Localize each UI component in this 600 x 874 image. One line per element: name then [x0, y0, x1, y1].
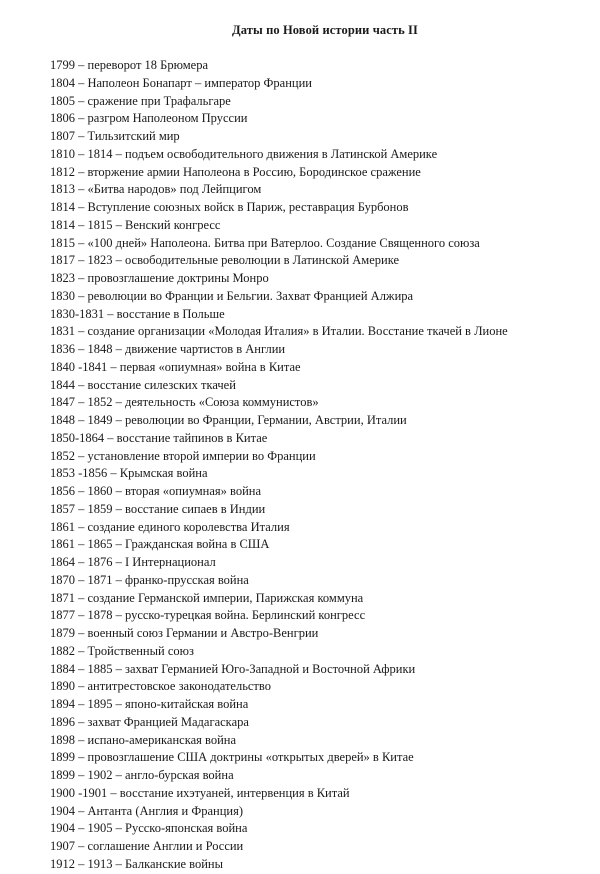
- date-entry: [50, 128, 590, 146]
- entry-separator: –: [75, 839, 88, 853]
- entry-event: I Интернационал: [125, 555, 216, 569]
- entry-event: провозглашение доктрины Монро: [87, 271, 269, 285]
- date-entry: [50, 181, 590, 199]
- entry-date: 1877 – 1878: [50, 608, 113, 623]
- date-entry: [50, 607, 590, 625]
- entry-event: Гражданская война в США: [125, 537, 270, 552]
- date-entry: [50, 501, 590, 519]
- date-entry: [50, 217, 590, 235]
- entry-separator: –: [112, 146, 125, 161]
- entry-date: 1912 – 1913: [50, 856, 113, 871]
- entry-event: создание организации «Молодая Италия» в Италии. Восстание ткачей в Лионе: [87, 324, 508, 339]
- entry-date: 1823: [50, 271, 75, 285]
- entry-event: Антанта (Англия и Франция): [87, 803, 243, 818]
- entry-date: 1830-1831: [50, 306, 105, 321]
- entry-event: сражение при Трафальгаре: [87, 93, 231, 108]
- entry-separator: –: [107, 785, 120, 800]
- date-entry: [50, 270, 590, 288]
- entry-date: 1813: [50, 182, 75, 197]
- entry-event: Крымская война: [119, 466, 208, 481]
- entry-date: 1864 – 1876: [50, 555, 113, 569]
- entry-separator: –: [75, 58, 88, 72]
- entry-separator: –: [75, 111, 88, 126]
- entry-date: 1904: [50, 803, 75, 818]
- entry-separator: –: [112, 395, 125, 410]
- entry-date: 1894 – 1895: [50, 697, 113, 711]
- date-entry: [50, 235, 590, 253]
- entry-date: 1896: [50, 714, 75, 729]
- entry-event: Наполеон Бонапарт – император Франции: [87, 75, 312, 90]
- entry-event: восстание ихэтуаней, интервенция в Китай: [119, 785, 350, 800]
- entry-event: Тройственный союз: [87, 643, 194, 658]
- entry-event: движение чартистов в Англии: [125, 342, 286, 356]
- date-entry: [50, 483, 590, 501]
- entry-date: 1799: [50, 58, 75, 72]
- entry-event: восстание в Польше: [116, 306, 225, 321]
- entry-separator: –: [112, 413, 125, 427]
- entry-date: 1812: [50, 164, 75, 179]
- entry-date: 1861 – 1865: [50, 537, 113, 552]
- entry-event: Вступление союзных войск в Париж, реставрация Бурбонов: [87, 200, 409, 214]
- entry-date: 1804: [50, 75, 75, 90]
- entry-event: захват Германией Юго-Западной и Восточной Африки: [125, 661, 416, 676]
- entry-date: 1848 – 1849: [50, 413, 113, 427]
- entry-date: 1810 – 1814: [50, 146, 113, 161]
- entry-event: подъем освободительного движения в Латинской Америке: [125, 146, 438, 161]
- date-entry: [50, 394, 590, 412]
- entry-separator: –: [75, 377, 88, 392]
- entry-date: 1807: [50, 129, 75, 143]
- entry-event: Тильзитский мир: [87, 129, 180, 143]
- entry-event: переворот 18 Брюмера: [87, 58, 209, 72]
- entry-separator: –: [107, 359, 120, 374]
- entry-date: 1853 -1856: [50, 466, 108, 481]
- entry-separator: –: [75, 714, 88, 729]
- date-entry: [50, 323, 590, 341]
- entry-date: 1844: [50, 377, 75, 392]
- entry-separator: –: [75, 590, 88, 605]
- entry-event: восстание силезских ткачей: [87, 377, 236, 392]
- entry-separator: –: [112, 555, 125, 569]
- entry-event: революции во Франции и Бельгии. Захват Францией Алжира: [87, 288, 414, 303]
- entry-date: 1870 – 1871: [50, 572, 113, 587]
- entry-separator: –: [75, 750, 88, 765]
- entry-date: 1900 -1901: [50, 785, 108, 800]
- entry-separator: –: [112, 342, 125, 356]
- entry-date: 1830: [50, 288, 75, 303]
- date-entry: [50, 838, 590, 856]
- entry-separator: –: [112, 217, 125, 232]
- entry-date: 1847 – 1852: [50, 395, 113, 410]
- entry-date: 1852: [50, 448, 75, 463]
- entry-separator: –: [107, 466, 120, 481]
- entry-separator: –: [112, 856, 125, 871]
- date-entry: [50, 341, 590, 359]
- entry-separator: –: [75, 519, 88, 534]
- entry-date: 1899 – 1902: [50, 768, 113, 782]
- entry-event: Русско-японская война: [125, 821, 248, 836]
- entry-separator: –: [112, 572, 125, 587]
- date-entry: [50, 412, 590, 430]
- date-entry: [50, 767, 590, 785]
- entry-separator: –: [75, 324, 88, 339]
- date-entry: [50, 93, 590, 111]
- entry-event: освободительные революции в Латинской Америке: [125, 253, 400, 268]
- date-entry: [50, 57, 590, 75]
- entry-event: первая «опиумная» война в Китае: [119, 359, 301, 374]
- entry-separator: –: [112, 501, 125, 516]
- entry-event: революции во Франции, Германии, Австрии, Италии: [125, 413, 407, 427]
- date-entry: [50, 146, 590, 164]
- entry-date: 1815: [50, 235, 75, 250]
- entry-separator: –: [75, 200, 88, 214]
- date-entry: [50, 803, 590, 821]
- entry-separator: –: [75, 679, 88, 694]
- entry-event: деятельность «Союза коммунистов»: [125, 395, 319, 410]
- entry-event: захват Францией Мадагаскара: [87, 714, 249, 729]
- entry-date: 1817 – 1823: [50, 253, 113, 268]
- entry-date: 1831: [50, 324, 75, 339]
- entry-event: испано-американская война: [87, 732, 236, 747]
- entry-date: 1884 – 1885: [50, 661, 113, 676]
- document-title: Даты по Новой истории часть II: [232, 23, 418, 37]
- entry-date: 1861: [50, 519, 75, 534]
- entry-event: русско-турецкая война. Берлинский конгресс: [125, 608, 366, 623]
- date-entry: [50, 749, 590, 767]
- entry-event: Балканские войны: [125, 856, 224, 871]
- date-entry: [50, 590, 590, 608]
- entry-date: 1856 – 1860: [50, 484, 113, 498]
- entry-event: разгром Наполеоном Пруссии: [87, 111, 248, 126]
- entry-event: военный союз Германии и Австро-Венгрии: [87, 626, 319, 640]
- date-entry: [50, 696, 590, 714]
- entry-separator: –: [75, 643, 88, 658]
- date-entry: [50, 448, 590, 466]
- entry-event: англо-бурская война: [125, 768, 234, 782]
- entry-date: 1840 -1841: [50, 359, 108, 374]
- entry-date: 1806: [50, 111, 75, 126]
- date-entry: [50, 661, 590, 679]
- date-entry: [50, 732, 590, 750]
- entry-separator: –: [75, 164, 88, 179]
- entry-date: 1882: [50, 643, 75, 658]
- entry-event: японо-китайская война: [125, 697, 249, 711]
- entry-event: вторая «опиумная» война: [125, 484, 262, 498]
- date-entry: [50, 306, 590, 324]
- date-entry: [50, 359, 590, 377]
- entry-date: 1836 – 1848: [50, 342, 113, 356]
- entry-separator: –: [112, 608, 125, 623]
- entry-separator: –: [104, 306, 117, 321]
- date-entry: [50, 820, 590, 838]
- entry-event: «100 дней» Наполеона. Битва при Ватерлоо. Создание Священного союза: [87, 235, 480, 250]
- entry-separator: –: [75, 93, 88, 108]
- entry-separator: –: [112, 697, 125, 711]
- entry-event: вторжение армии Наполеона в Россию, Бородинское сражение: [87, 164, 421, 179]
- entry-event: соглашение Англии и России: [87, 839, 244, 853]
- date-entry: [50, 110, 590, 128]
- entry-event: восстание сипаев в Индии: [125, 501, 266, 516]
- date-entry: [50, 643, 590, 661]
- entry-separator: –: [75, 129, 88, 143]
- date-entry: [50, 572, 590, 590]
- entry-date: 1814 – 1815: [50, 217, 113, 232]
- entry-date: 1904 – 1905: [50, 821, 113, 836]
- entry-separator: –: [112, 537, 125, 552]
- entry-separator: –: [75, 732, 88, 747]
- entry-event: создание Германской империи, Парижская коммуна: [87, 590, 364, 605]
- date-entry: [50, 288, 590, 306]
- entry-date: 1871: [50, 590, 75, 605]
- entry-separator: –: [112, 661, 125, 676]
- entry-date: 1907: [50, 839, 75, 853]
- entry-separator: –: [75, 803, 88, 818]
- entry-event: восстание тайпинов в Китае: [116, 430, 268, 445]
- date-entry: [50, 465, 590, 483]
- date-entry: [50, 856, 590, 874]
- entry-date: 1814: [50, 200, 75, 214]
- entry-date: 1805: [50, 93, 75, 108]
- entry-date: 1850-1864: [50, 430, 105, 445]
- date-entry: [50, 536, 590, 554]
- entry-event: провозглашение США доктрины «открытых дверей» в Китае: [87, 750, 414, 765]
- date-entry: [50, 199, 590, 217]
- entry-separator: –: [75, 626, 88, 640]
- entry-separator: –: [112, 253, 125, 268]
- entry-event: Венский конгресс: [125, 217, 221, 232]
- date-entry: [50, 714, 590, 732]
- entry-separator: –: [75, 75, 88, 90]
- entry-event: антитрестовское законодательство: [87, 679, 271, 694]
- entry-date: 1899: [50, 750, 75, 765]
- entry-separator: –: [75, 271, 88, 285]
- entry-event: «Битва народов» под Лейпцигом: [87, 182, 262, 197]
- date-entry: [50, 785, 590, 803]
- entry-date: 1898: [50, 732, 75, 747]
- date-entry: [50, 252, 590, 270]
- entry-separator: –: [75, 288, 88, 303]
- entry-event: создание единого королевства Италия: [87, 519, 290, 534]
- entry-event: франко-прусская война: [125, 572, 249, 587]
- entry-separator: –: [112, 821, 125, 836]
- date-entry: [50, 554, 590, 572]
- date-entry: [50, 519, 590, 537]
- entry-date: 1890: [50, 679, 75, 694]
- date-entry: [50, 625, 590, 643]
- date-entry: [50, 164, 590, 182]
- date-entry: [50, 75, 590, 93]
- date-entry: [50, 377, 590, 395]
- entry-event: установление второй империи во Франции: [87, 448, 316, 463]
- entry-separator: –: [75, 182, 88, 197]
- date-entry: [50, 678, 590, 696]
- entry-separator: –: [112, 768, 125, 782]
- date-entry: [50, 430, 590, 448]
- entry-date: 1857 – 1859: [50, 501, 113, 516]
- entry-date: 1879: [50, 626, 75, 640]
- entry-separator: –: [75, 235, 88, 250]
- entry-separator: –: [112, 484, 125, 498]
- entry-separator: –: [104, 430, 117, 445]
- dates-list: [50, 57, 590, 874]
- entry-separator: –: [75, 448, 88, 463]
